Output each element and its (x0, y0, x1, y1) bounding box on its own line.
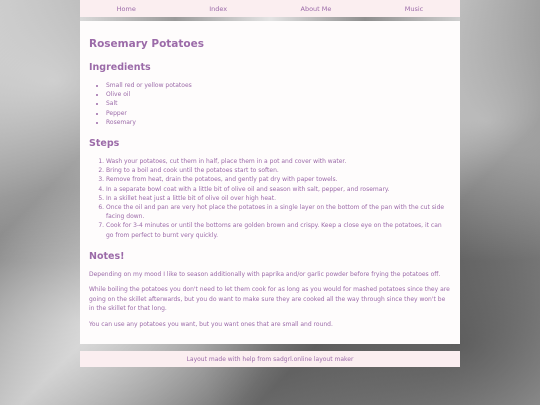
footer-credit-text: Layout made with help from sadgrl.online layout maker (186, 355, 354, 363)
note-paragraph: You can use any potatoes you want, but you want ones that are small and round. (89, 320, 333, 328)
nav-index-link[interactable]: Index (209, 4, 228, 13)
recipe-title: Rosemary Potatoes (89, 38, 204, 50)
step-item: 5. In a skillet heat just a little bit of olive oil over high heat. (106, 194, 451, 203)
main-content (80, 21, 460, 344)
note-paragraph: While boiling the potatoes you don't need to let them cook for as long as you would for mashed potatoes since they are going on the skillet afterwards, but you do want to make sure they are cooked all the way through since they won't be in the skillet for that long. (89, 286, 450, 313)
step-item: 1. Wash your potatoes, cut them in half, place them in a pot and cover with water. (106, 157, 451, 166)
nav-about-me-link[interactable]: About Me (300, 4, 332, 13)
step-item: 2. Bring to a boil and cook until the potatoes start to soften. (106, 166, 451, 175)
step-item: 3. Remove from heat, drain the potatoes, and gently pat dry with paper towels. (106, 175, 451, 184)
notes-heading: Notes! (89, 250, 125, 262)
ingredient-item: • Small red or yellow potatoes (106, 81, 451, 90)
step-item: 6. Once the oil and pan are very hot place the potatoes in a single layer on the bottom of the pan with the cut side facing down. (106, 203, 451, 221)
step-item: 7. Cook for 3-4 minutes or until the bottoms are golden brown and crispy. Keep a close eye on the potatoes, it can go from perfect to burnt very quickly. (106, 221, 451, 239)
top-navbar (80, 0, 460, 17)
steps-list (89, 157, 451, 240)
ingredient-item: • Pepper (106, 109, 451, 118)
nav-music-link[interactable]: Music (404, 4, 424, 13)
ingredient-item: • Salt (106, 99, 451, 108)
page-footer (80, 351, 460, 367)
steps-heading: Steps (89, 138, 120, 150)
ingredient-item: • Olive oil (106, 90, 451, 99)
ingredients-heading: Ingredients (89, 62, 151, 73)
ingredient-item: • Rosemary (106, 118, 451, 127)
nav-home-link[interactable]: Home (116, 4, 136, 13)
note-paragraph: Depending on my mood I like to season additionally with paprika and/or garlic powder before frying the potatoes off. (89, 270, 441, 278)
step-item: 4. In a separate bowl coat with a little bit of olive oil and season with salt, pepper, and rosemary. (106, 185, 451, 194)
ingredients-list (89, 81, 451, 127)
